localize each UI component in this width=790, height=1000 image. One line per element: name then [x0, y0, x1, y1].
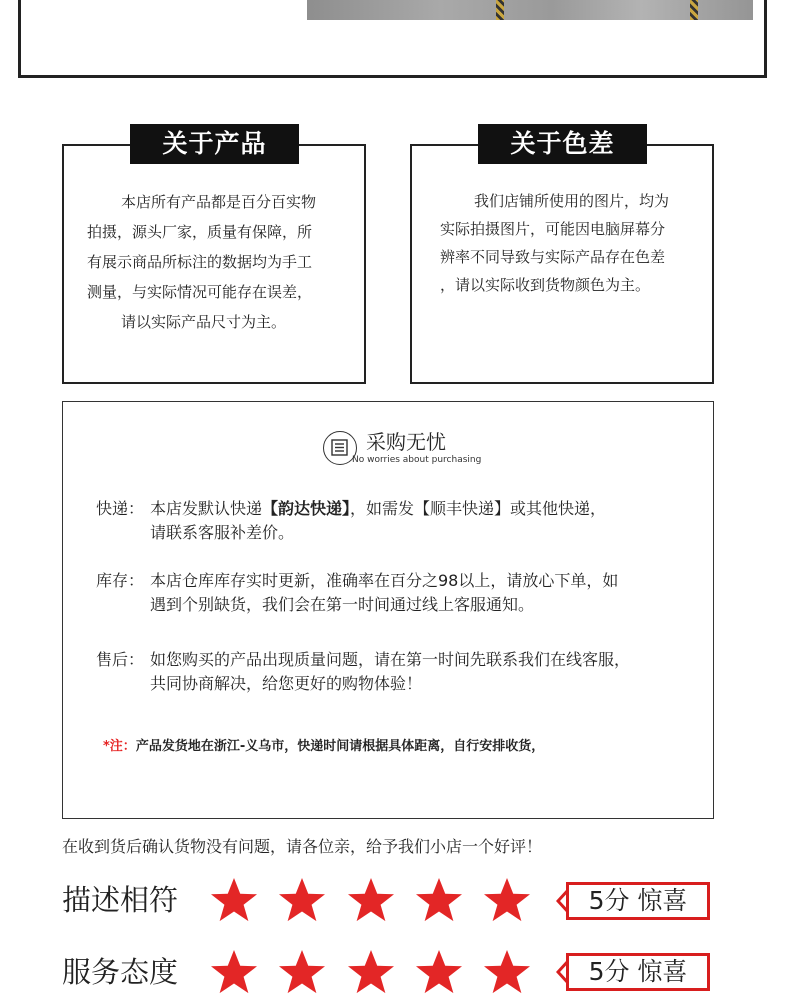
about-color-line: 辨率不同导致与实际产品存在色差 [440, 248, 666, 266]
about-color-line: 实际拍摄图片，可能因电脑屏幕分 [440, 220, 666, 238]
rope-detail [496, 0, 504, 20]
default-courier: 【韵达快递】 [262, 499, 351, 518]
about-color-text [440, 187, 702, 299]
star-icon [415, 877, 463, 923]
star-icon [347, 877, 395, 923]
rating-label-description: 描述相符 [62, 883, 179, 917]
delivery-text: 请联系客服补差价。 [150, 523, 295, 542]
stock-label: 库存： [96, 571, 145, 590]
about-product-line: 有展示商品所标注的数据均为手工 [87, 253, 313, 271]
star-icon [210, 949, 258, 995]
stock-text: 遇到个别缺货，我们会在第一时间通过线上客服通知。 [150, 595, 535, 614]
about-color-line: ，请以实际收到货物颜色为主。 [440, 276, 651, 294]
about-product-line: 本店所有产品都是百分百实物 [121, 193, 317, 211]
note-text: 产品发货地在浙江-义乌市，快递时间请根据具体距离，自行安排收货， [135, 739, 545, 754]
rating-badge-service: 5分 惊喜 [566, 953, 710, 991]
delivery-paragraph [96, 497, 706, 545]
after-sales-paragraph [96, 648, 706, 696]
shipping-note [103, 738, 544, 756]
stock-text: 本店仓库库存实时更新，准确率在百分之98以上，请放心下单，如 [150, 571, 619, 590]
delivery-text: 本店发默认快递 [150, 499, 263, 518]
review-prompt: 在收到货后确认货物没有问题，请各位亲，给予我们小店一个好评！ [62, 837, 543, 856]
note-mark: *注： [103, 739, 136, 754]
rating-badge-description: 5分 惊喜 [566, 882, 710, 920]
star-icon [483, 949, 531, 995]
delivery-label: 快递： [96, 499, 145, 518]
star-icon [278, 949, 326, 995]
after-sales-text: 共同协商解决，给您更好的购物体验！ [150, 674, 423, 693]
about-product-title: 关于产品 [130, 124, 299, 164]
star-icon [415, 949, 463, 995]
star-icon [278, 877, 326, 923]
about-color-title: 关于色差 [478, 124, 647, 164]
product-photo-strip [307, 0, 753, 20]
about-product-line: 请以实际产品尺寸为主。 [121, 313, 287, 331]
star-icon [210, 877, 258, 923]
about-product-text [87, 187, 352, 337]
rating-stars-description [210, 877, 540, 925]
purchase-title: 采购无忧 [366, 430, 446, 454]
after-sales-label: 售后： [96, 650, 145, 669]
rating-label-service: 服务态度 [62, 955, 179, 989]
about-product-line: 拍摄，源头厂家，质量有保障，所 [87, 223, 313, 241]
after-sales-text: 如您购买的产品出现质量问题，请在第一时间先联系我们在线客服， [150, 650, 631, 669]
rope-detail [690, 0, 698, 20]
star-icon [347, 949, 395, 995]
purchase-subtitle: No worries about purchasing [352, 455, 482, 465]
delivery-text: ，如需发【顺丰快递】或其他快递， [350, 499, 607, 518]
star-icon [483, 877, 531, 923]
about-color-line: 我们店铺所使用的图片，均为 [474, 192, 670, 210]
about-product-line: 测量，与实际情况可能存在误差， [87, 283, 313, 301]
stock-paragraph [96, 569, 706, 617]
rating-stars-service [210, 949, 540, 997]
